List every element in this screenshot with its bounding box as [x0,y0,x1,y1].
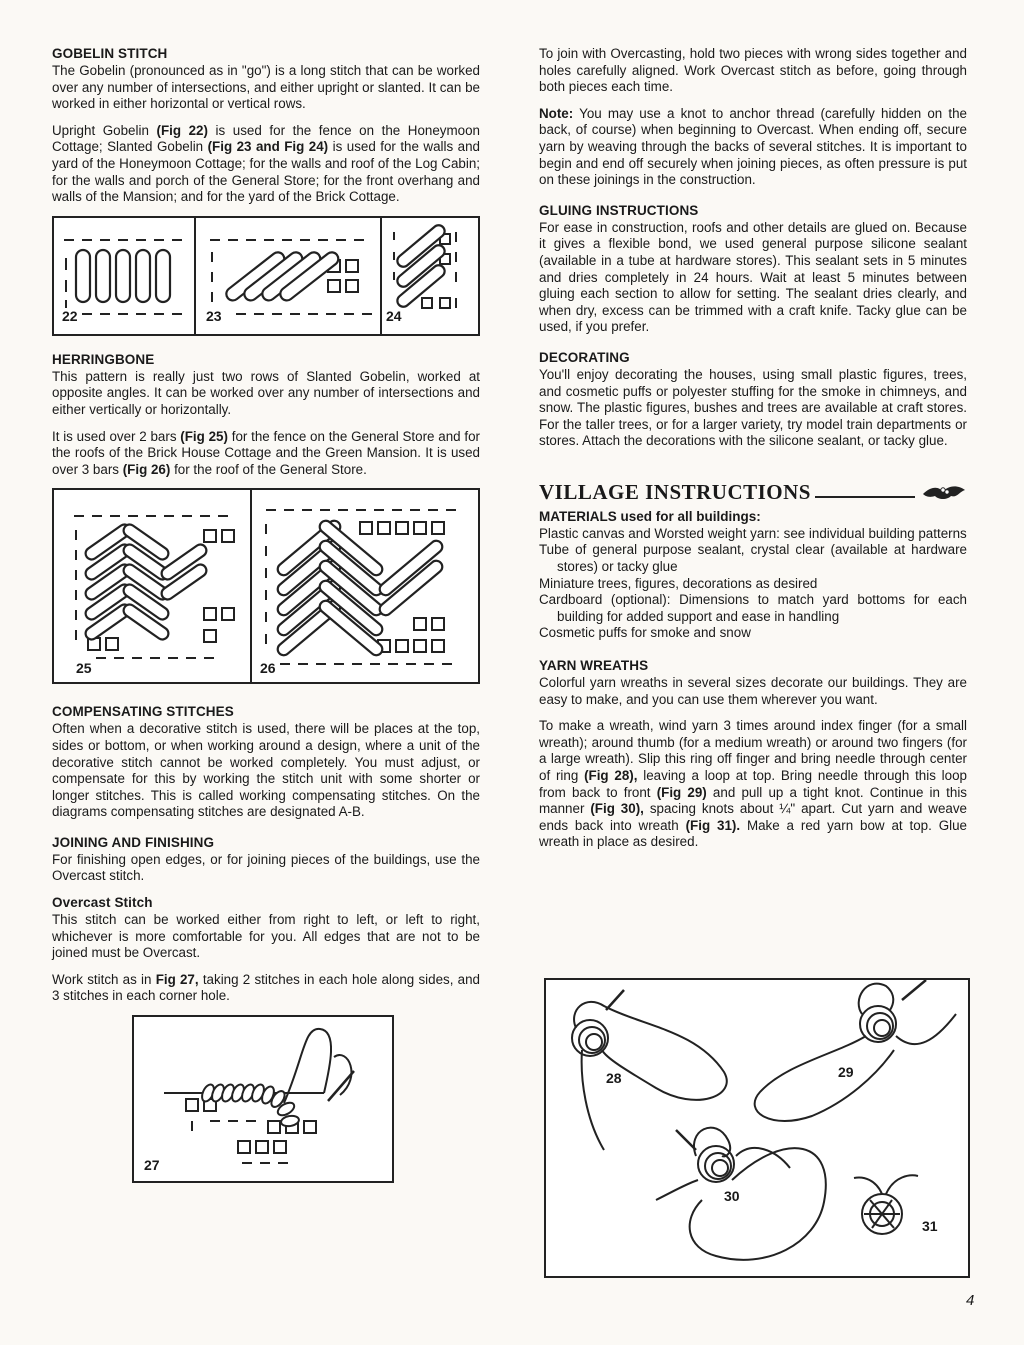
decorating-paragraph: You'll enjoy decorating the houses, using small plastic figures, trees, and cosmetic puffs or polyester stuffing for the smoke in chimneys, and snow. The plastic figures, bushes and trees are available at craft stores. For the taller trees, or for a larger variety, try model train departments or stores. Attach the decorations with the silicone sealant, or tacky glue. [539,366,967,449]
gluing-heading: GLUING INSTRUCTIONS [539,202,699,218]
page-number: 4 [966,1292,975,1309]
compensating-paragraph: Often when a decorative stitch is used, there will be places at the top, sides or bottom, or when working around a design, where a unit of the decorative stitch cannot be worked completely. You must adjust, or compensate for this by working the stitch unit with some shorter or longer stitches. This is called working compensating stitches. On the diagrams compensating stitches are designated A-B. [52,721,480,820]
village-instructions-header [539,480,967,505]
gobelin-paragraph-2: Upright Gobelin (Fig 22) is used for the fence on the Honeymoon Cottage; Slanted Gobelin (Fig 23 and Fig 24) is used for the walls and yard of the Honeymoon Cottage; for the walls and roof of the Log Cabin; for the walls and porch of the General Store; for the front overhang and walls of the Mansion; and for the yard of the Brick Cottage. [52,122,481,205]
gluing-paragraph: For ease in construction, roofs and other details are glued on. Because it gives a flexible bond, we used general purpose silicone sealant (available in a tube at hardware stores). This sealant sets in 5 minutes and dries completely in 24 hours. Wait at least 5 minutes between gluing each section to allow for setting. The sealant dries clearly, and when dry, excess can be trimmed with a craft knife. Tacky glue can be used, if you prefer. [539,219,967,335]
herringbone-paragraph-1: This pattern is really just two rows of Slanted Gobelin, worked at opposite angles. It can be worked over any number of intersections and either vertically or horizontally. [52,368,480,417]
compensating-heading: COMPENSATING STITCHES [52,704,234,720]
gobelin-paragraph-1: The Gobelin (pronounced as in "go") is a long stitch that can be worked over any number of intersections, and either upright or slanted. It can be worked in either horizontal or vertical rows. [52,63,480,112]
wreaths-paragraph-1: Colorful yarn wreaths in several sizes decorate our buildings. They are easy to make, and you can use them wherever you want. [539,675,967,707]
village-instructions-title: VILLAGE INSTRUCTIONS [539,479,811,504]
materials-item: Tube of general purpose sealant, crystal clear (available at hardware stores) or tacky glue [539,542,967,575]
title-rule [815,496,915,498]
figure-24 [382,218,478,334]
figure-26-label: 26 [260,660,276,677]
wreaths-paragraph-2: To make a wreath, wind yarn 3 times around index finger (for a small wreath); around thumb (for a medium wreath) or around two fingers (for a large wreath). Slip this ring off finger and bring needle through center of ring (Fig 28), leaving a loop at top. Bring needle through this loop from back to front (Fig 29) and pull up a tight knot. Continue in this manner (Fig 30), spacing knots about ¼" apart. Cut yarn and weave ends back into wreath (Fig 31). Make a red yarn bow at top. Glue wreath in place as desired. [539,718,968,850]
materials-item: Cardboard (optional): Dimensions to match yard bottoms for each building for added support and ease in handling [539,592,967,624]
overcast-heading: Overcast Stitch [52,895,153,911]
materials-item: Miniature trees, figures, decorations as desired [539,575,818,591]
figure-31-label: 31 [922,1218,938,1234]
note-paragraph: Note: You may use a knot to anchor thread (carefully hidden on the back, of course) when beginning to Overcast. When ending off, secure yarn by weaving through the backs of several stitches. It is important to begin and end off securely when joining pieces, as often pressure is put on these joinings in the construction. [539,105,967,188]
gobelin-figures [52,216,480,336]
figure-25 [54,490,252,682]
figure-29-label: 29 [838,1064,854,1080]
figure-22 [54,218,196,334]
join-paragraph: To join with Overcasting, hold two pieces with wrong sides together and holes carefully aligned. Work Overcast stitch as before, going through both pieces each time. [539,46,967,95]
herringbone-paragraph-2: It is used over 2 bars (Fig 25) for the fence on the General Store and for the roofs of the Brick House Cottage and the Green Mansion. It is used over 3 bars (Fig 26) for the roof of the General Store. [52,428,480,477]
right-column [539,46,967,861]
left-column [52,46,480,1183]
wreaths-heading: YARN WREATHS [539,658,649,674]
materials-item: Cosmetic puffs for smoke and snow [539,625,751,641]
figure-25-diagram [54,490,248,682]
herringbone-heading: HERRINGBONE [52,351,155,367]
joining-paragraph: For finishing open edges, or for joining pieces of the buildings, use the Overcast stitch. [52,851,480,884]
joining-heading: JOINING AND FINISHING [52,834,215,850]
overcast-paragraph-2: Work stitch as in Fig 27, taking 2 stitches in each hole along sides, and 3 stitches in each corner hole. [52,971,481,1004]
figure-26 [252,490,478,682]
figure-27 [132,1015,394,1183]
herringbone-figures [52,488,480,684]
figure-27-label: 27 [144,1157,160,1174]
figure-26-diagram [252,490,474,682]
figure-28-label: 28 [606,1070,622,1086]
note-label: Note: [539,105,574,121]
figure-25-label: 25 [76,660,92,677]
gobelin-heading: GOBELIN STITCH [52,46,168,61]
figure-22-label: 22 [62,307,78,324]
holly-icon [921,482,967,502]
figure-27-diagram [134,1017,392,1181]
materials-item: Plastic canvas and Worsted weight yarn: see individual building patterns [539,525,967,541]
wreath-diagram [546,980,968,1276]
materials-heading: MATERIALS used for all buildings: [539,508,761,524]
figure-30-label: 30 [724,1188,740,1204]
materials-list [539,526,967,642]
figure-23 [196,218,382,334]
decorating-heading: DECORATING [539,349,630,365]
figure-24-label: 24 [386,307,402,324]
overcast-paragraph-1: This stitch can be worked either from right to left, or left to right, whichever is more comfortable for you. All edges that are not to be joined must be Overcast. [52,912,480,961]
wreath-figures [544,978,970,1278]
figure-23-label: 23 [206,307,222,324]
